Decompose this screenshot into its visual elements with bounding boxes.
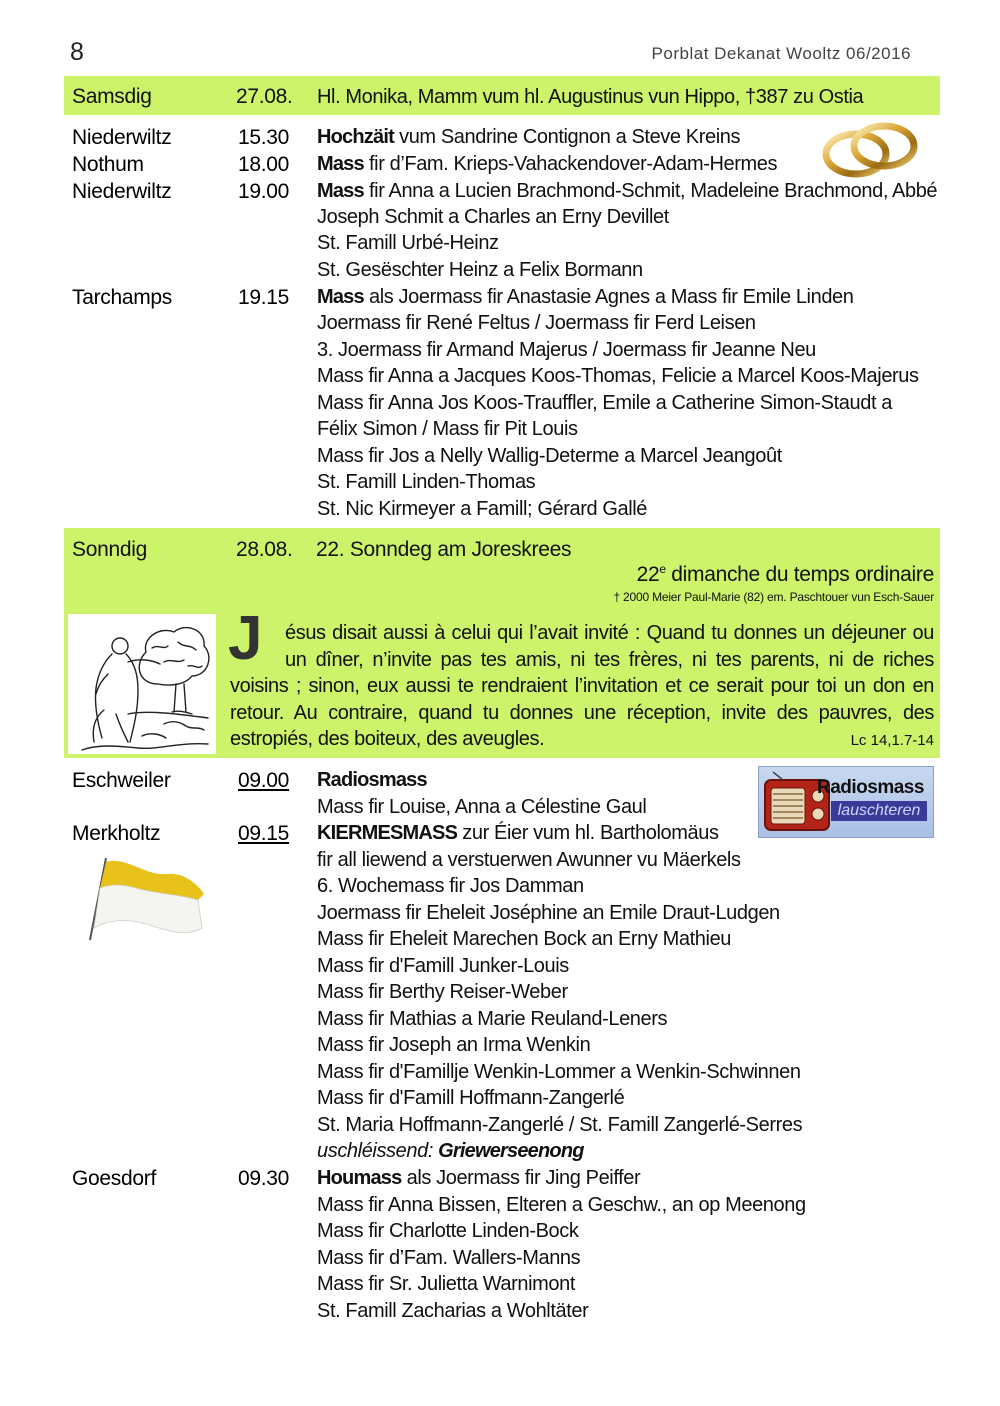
radio-badge-top: Radiosmass <box>817 777 924 798</box>
papal-flag-icon <box>86 858 208 942</box>
service-line: Mass fir Eheleit Marechen Bock an Erny Mathieu <box>317 928 732 950</box>
service-line: Mass fir d’Fam. Wallers-Manns <box>317 1247 581 1269</box>
gospel-illustration <box>68 614 216 754</box>
service-line: 3. Joermass fir Armand Majerus / Joermass fir Jeanne Neu <box>317 339 816 361</box>
closing-italic: uschléissend: <box>317 1140 439 1162</box>
service-time: 09.30 <box>238 1167 290 1190</box>
service-line: Mass fir Mathias a Marie Reuland-Leners <box>317 1008 668 1030</box>
service-time: 19.15 <box>238 286 290 309</box>
obituary-note: † 2000 Meier Paul-Marie (82) em. Paschtouer vun Esch-Sauer <box>613 590 934 604</box>
page-number: 8 <box>70 38 84 66</box>
service-line: St. Famill Urbé-Heinz <box>317 232 499 254</box>
service-text: fir d’Fam. Krieps-Vahackendover-Adam-Hermes <box>363 153 778 175</box>
service-line: Félix Simon / Mass fir Pit Louis <box>317 418 578 440</box>
feast-number: 22 <box>636 563 660 586</box>
gospel-body: voisins ; sinon, eux aussi te rendraient l’invitation et ce serait pour toi un don en retour. Au contraire, quand tu donnes une réception, invite des pauvres, des estropiés, des boiteux, des aveugles. <box>230 675 934 750</box>
closing-bold: Griewerseenong <box>438 1140 584 1162</box>
service-line: Mass fir Charlotte Linden-Bock <box>317 1220 579 1242</box>
service-text: zur Éier vum hl. Bartholomäus <box>457 822 719 844</box>
service-type: Hochzäit <box>317 126 394 148</box>
saturday-date: 27.08. <box>236 85 293 108</box>
service-line: St. Nic Kirmeyer a Famill; Gérard Gallé <box>317 498 648 520</box>
feast-superscript: e <box>659 562 666 576</box>
service-line: Mass fir Berthy Reiser-Weber <box>317 981 568 1003</box>
sunday-day: Sonndig <box>72 538 147 561</box>
service-line <box>317 126 740 149</box>
jesus-teaching-sketch-icon <box>68 614 216 754</box>
service-type: Mass <box>317 180 364 202</box>
service-line <box>317 1167 640 1190</box>
service-line <box>317 769 427 792</box>
service-line: Mass fir Anna Bissen, Elteren a Geschw., an op Meenong <box>317 1194 806 1216</box>
service-line: St. Famill Linden-Thomas <box>317 471 536 493</box>
service-time: 19.00 <box>238 180 290 203</box>
service-line: Mass fir Louise, Anna a Célestine Gaul <box>317 796 647 818</box>
service-closing <box>317 1140 584 1163</box>
radiosmass-badge <box>758 766 934 838</box>
service-line: Joermass fir René Feltus / Joermass fir Ferd Leisen <box>317 312 756 334</box>
service-time: 09.00 <box>238 769 290 792</box>
service-line: Mass fir Anna Jos Koos-Trauffler, Emile a Catherine Simon-Staudt a <box>317 392 892 414</box>
saturday-day: Samsdig <box>72 85 152 108</box>
gospel-line-2: un dîner, n’invite pas tes amis, ni tes frères, ni tes parents, ni de riches <box>285 648 934 671</box>
place-niederwiltz: Niederwiltz <box>72 126 172 149</box>
service-type: Houmass <box>317 1167 402 1189</box>
service-type: Radiosmass <box>317 769 427 791</box>
service-line: Mass fir d'Famill Hoffmann-Zangerlé <box>317 1087 625 1109</box>
publication-title: Porblat Dekanat Wooltz 06/2016 <box>651 44 911 63</box>
service-text: als Joermass fir Anastasie Agnes a Mass fir Emile Linden <box>363 286 854 308</box>
place-merkholtz: Merkholtz <box>72 822 161 845</box>
place-tarchamps: Tarchamps <box>72 286 173 309</box>
service-line <box>317 822 719 845</box>
service-line: Mass fir Jos a Nelly Wallig-Determe a Marcel Jeangoût <box>317 445 782 467</box>
service-line: St. Maria Hoffmann-Zangerlé / St. Famill Zangerlé-Serres <box>317 1114 803 1136</box>
service-line: fir all liewend a verstuerwen Awunner vu Mäerkels <box>317 849 741 871</box>
service-line: Mass fir Joseph an Irma Wenkin <box>317 1034 591 1056</box>
service-line: St. Gesëschter Heinz a Felix Bormann <box>317 259 643 281</box>
service-time: 15.30 <box>238 126 290 149</box>
service-line: Mass fir d'Famill Junker-Louis <box>317 955 569 977</box>
gospel-dropcap: J <box>228 604 263 673</box>
service-text: als Joermass fir Jing Peiffer <box>401 1167 641 1189</box>
service-type: Mass <box>317 153 364 175</box>
service-line <box>317 180 937 203</box>
service-line: Mass fir Sr. Julietta Warnimont <box>317 1273 576 1295</box>
sunday-feast: 22. Sonndeg am Joreskrees <box>316 538 572 561</box>
service-type: Mass <box>317 286 364 308</box>
service-time: 18.00 <box>238 153 290 176</box>
service-text: vum Sandrine Contignon a Steve Kreins <box>393 126 741 148</box>
sunday-date: 28.08. <box>236 538 293 561</box>
service-line: 6. Wochemass fir Jos Damman <box>317 875 584 897</box>
service-text: fir Anna a Lucien Brachmond-Schmit, Madeleine Brachmond, Abbé <box>363 180 938 202</box>
radio-badge-bottom: lauschteren <box>831 801 927 821</box>
service-line: Joermass fir Eheleit Joséphine an Emile Draut-Ludgen <box>317 902 780 924</box>
service-line <box>317 153 777 176</box>
gospel-text <box>230 620 934 753</box>
gospel-reference: Lc 14,1.7-14 <box>850 732 934 749</box>
place-nothum: Nothum <box>72 153 144 176</box>
service-line: St. Famill Zacharias a Wohltäter <box>317 1300 589 1322</box>
feast-text: dimanche du temps ordinaire <box>665 563 934 586</box>
wedding-rings-icon <box>820 118 920 180</box>
place-goesdorf: Goesdorf <box>72 1167 156 1190</box>
saturday-feast: Hl. Monika, Mamm vum hl. Augustinus vun Hippo, †387 zu Ostia <box>317 86 864 108</box>
sunday-feast-french <box>637 562 934 587</box>
place-niederwiltz: Niederwiltz <box>72 180 172 203</box>
service-time: 09.15 <box>238 822 290 845</box>
service-type: KIERMESMASS <box>317 822 458 844</box>
service-line: Mass fir d'Famillje Wenkin-Lommer a Wenkin-Schwinnen <box>317 1061 801 1083</box>
service-line: Joseph Schmit a Charles an Erny Devillet <box>317 206 669 228</box>
gospel-line-1: ésus disait aussi à celui qui l’avait invité : Quand tu donnes un déjeuner ou <box>285 622 934 644</box>
service-line: Mass fir Anna a Jacques Koos-Thomas, Felicie a Marcel Koos-Majerus <box>317 365 919 387</box>
place-eschweiler: Eschweiler <box>72 769 171 792</box>
service-line <box>317 286 854 309</box>
